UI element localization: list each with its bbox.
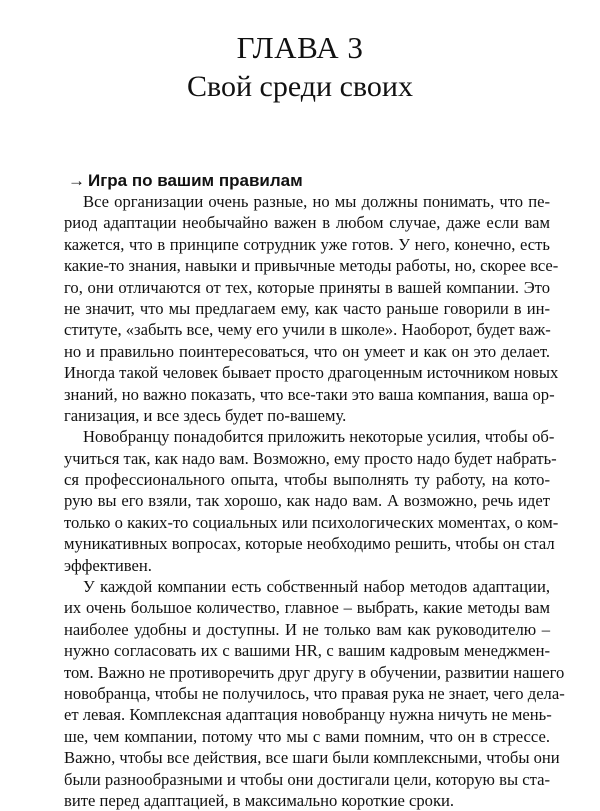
text-line: Иногда такой человек бывает просто драгоценным источником новых bbox=[64, 363, 559, 383]
text-line: ся профессионального опыта, чтобы выполнять ту работу, на кото- bbox=[64, 470, 550, 490]
chapter-title: Свой среди своих bbox=[187, 70, 413, 103]
text-line: эффективен. bbox=[64, 555, 152, 575]
text-line: У каждой компании есть собственный набор методов адаптации, bbox=[83, 577, 550, 597]
text-line: знаний, но важно показать, что все-таки это ваша компания, ваша ор- bbox=[64, 384, 555, 404]
section-heading-text: Игра по вашим правилам bbox=[88, 171, 303, 190]
arrow-right-icon: → bbox=[68, 171, 85, 190]
text-line: новобранца, чтобы не получилось, что правая рука не знает, чего дела- bbox=[64, 683, 565, 703]
text-line: какие-то знания, навыки и привычные методы работы, но, скорее все- bbox=[64, 256, 559, 276]
text-line: ганизация, и все здесь будет по-вашему. bbox=[64, 405, 347, 425]
paragraph bbox=[64, 191, 559, 426]
paragraph bbox=[64, 576, 565, 811]
text-line: рую вы его взяли, так хорошо, как надо вам. А возможно, речь идет bbox=[64, 491, 550, 511]
text-line: нужно согласовать их с вашими HR, с вашим кадровым менеджмен- bbox=[64, 641, 550, 661]
text-line: Новобранцу понадобится приложить некоторые усилия, чтобы об- bbox=[83, 427, 555, 447]
text-line: го, они отличаются от тех, которые приняты в вашей компании. Это bbox=[64, 277, 550, 297]
text-line: учиться так, как надо вам. Возможно, ему просто надо будет набрать- bbox=[64, 448, 557, 468]
text-line: муникативных вопросах, которые необходимо решить, чтобы он стал bbox=[64, 534, 555, 554]
text-line: только о каких-то социальных или психологических моментах, о ком- bbox=[64, 512, 559, 532]
text-line: Все организации очень разные, но мы должны понимать, что пе- bbox=[83, 192, 550, 211]
text-line: том. Важно не противоречить друг другу в обучении, развитии нашего bbox=[64, 662, 565, 682]
text-line: риод адаптации необычайно важен в любом случае, даже если вам bbox=[64, 213, 550, 233]
text-line: ституте, «забыть все, чему его учили в школе». Наоборот, будет важ- bbox=[64, 320, 551, 340]
text-line: ет левая. Комплексная адаптация новобранцу нужна ничуть не мень- bbox=[64, 705, 552, 725]
text-line: Важно, чтобы все действия, все шаги были комплексными, чтобы они bbox=[64, 748, 560, 768]
chapter-number: ГЛАВА 3 bbox=[236, 30, 364, 65]
text-line: не значит, что мы предлагаем ему, как часто раньше говорили в ин- bbox=[64, 298, 550, 318]
paragraph bbox=[64, 426, 559, 576]
body-text bbox=[64, 191, 565, 811]
text-line: их очень большое количество, главное – выбрать, какие методы вам bbox=[64, 598, 550, 618]
text-line: кажется, что в принципе сотрудник уже готов. У него, конечно, есть bbox=[64, 234, 550, 254]
text-line: но и правильно поинтересоваться, что он умеет и как он это делает. bbox=[64, 341, 550, 361]
text-line: вите перед адаптацией, в максимально короткие сроки. bbox=[64, 790, 455, 810]
text-line: ше, чем компании, потому что мы с вами помним, что он в стрессе. bbox=[64, 726, 550, 746]
section-heading bbox=[68, 171, 303, 191]
text-line: наиболее удобны и доступны. И не только вам как руководителю – bbox=[64, 619, 550, 639]
text-line: были разнообразными и чтобы они достигали цели, которую вы ста- bbox=[64, 769, 550, 789]
